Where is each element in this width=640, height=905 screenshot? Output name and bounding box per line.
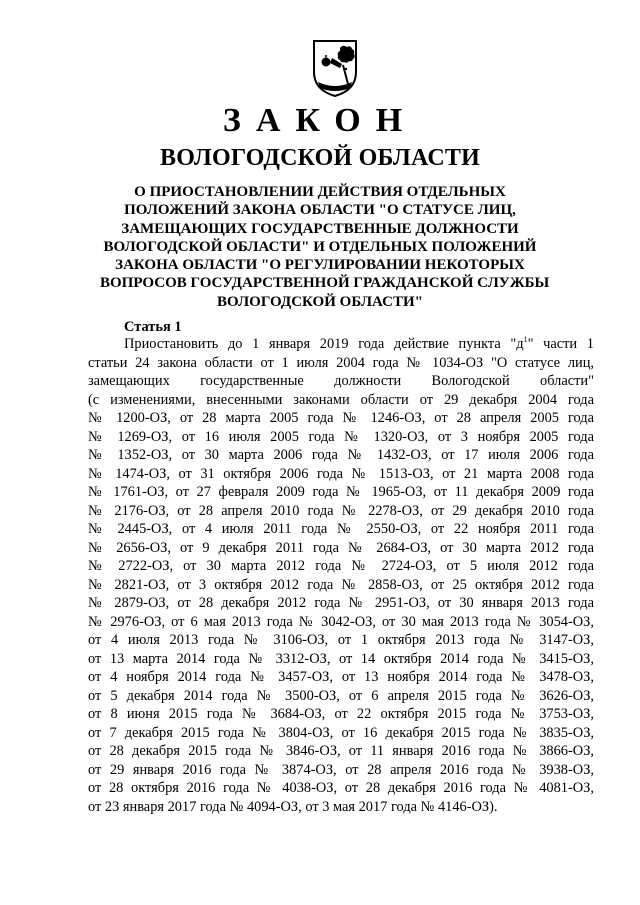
law-title-line: ВОЛОГОДСКОЙ ОБЛАСТИ" И ОТДЕЛЬНЫХ ПОЛОЖЕНИЙ [103, 238, 537, 255]
law-title-line: ЗАКОНА ОБЛАСТИ "О РЕГУЛИРОВАНИИ НЕКОТОРЫХ [115, 257, 525, 274]
body-line: № 2821-ОЗ, от 3 октября 2012 года № 2858-ОЗ, от 25 октября 2012 года [88, 576, 594, 593]
law-title-line: ВОЛОГОДСКОЙ ОБЛАСТИ" [217, 293, 423, 310]
law-title-line: ВОПРОСОВ ГОСУДАРСТВЕННОЙ ГРАЖДАНСКОЙ СЛУЖБЫ [100, 275, 550, 292]
body-line: от 23 января 2017 года № 4094-ОЗ, от 3 мая 2017 года № 4146-ОЗ). [88, 798, 498, 815]
body-line: № 2879-ОЗ, от 28 декабря 2012 года № 2951-ОЗ, от 30 января 2013 года [88, 595, 594, 611]
law-title [100, 183, 550, 311]
body-line: № 2176-ОЗ, от 28 апреля 2010 года № 2278-ОЗ, от 29 декабря 2010 года [88, 502, 594, 519]
body-line: от 7 декабря 2015 года № 3804-ОЗ, от 16 декабря 2015 года № 3835-ОЗ, [88, 724, 594, 741]
body-line: от 5 декабря 2014 года № 3500-ОЗ, от 6 апреля 2015 года № 3626-ОЗ, [88, 687, 594, 704]
body-line: статьи 24 закона области от 1 июля 2004 года № 1034-ОЗ "О статусе лиц, [88, 354, 594, 371]
body-line: от 13 марта 2014 года № 3312-ОЗ, от 14 октября 2014 года № 3415-ОЗ, [88, 650, 594, 667]
body-line: от 4 ноября 2014 года № 3457-ОЗ, от 13 ноября 2014 года № 3478-ОЗ, [88, 669, 594, 685]
body-line: № 1474-ОЗ, от 31 октября 2006 года № 1513-ОЗ, от 21 марта 2008 года [88, 465, 594, 482]
body-line: № 1200-ОЗ, от 28 марта 2005 года № 1246-ОЗ, от 28 апреля 2005 года [88, 410, 594, 426]
body-text-fragment: Приостановить до 1 января 2019 года действие пункта "д [124, 336, 524, 352]
body-line: от 29 января 2016 года № 3874-ОЗ, от 28 апреля 2016 года № 3938-ОЗ, [88, 761, 594, 778]
body-line: № 1269-ОЗ, от 16 июля 2005 года № 1320-ОЗ, от 3 ноября 2005 года [88, 428, 594, 445]
law-title-line: ЗАМЕЩАЮЩИХ ГОСУДАРСТВЕННЫЕ ДОЛЖНОСТИ [121, 220, 519, 237]
article-body [88, 335, 594, 816]
body-text-fragment: " части 1 [527, 336, 594, 352]
law-title-line: О ПРИОСТАНОВЛЕНИИ ДЕЙСТВИЯ ОТДЕЛЬНЫХ [134, 184, 506, 200]
body-line: № 2656-ОЗ, от 9 декабря 2011 года № 2684-ОЗ, от 30 марта 2012 года [88, 539, 594, 556]
body-line: № 2976-ОЗ, от 6 мая 2013 года № 3042-ОЗ, от 30 мая 2013 года № 3054-ОЗ, [88, 613, 594, 630]
coat-of-arms-icon [310, 38, 360, 98]
region-heading: ВОЛОГОДСКОЙ ОБЛАСТИ [160, 145, 480, 171]
superscript: 1 [523, 335, 528, 345]
body-line: № 2722-ОЗ, от 30 марта 2012 года № 2724-ОЗ, от 5 июля 2012 года [88, 558, 594, 574]
body-line: от 28 октября 2016 года № 4038-ОЗ, от 28 декабря 2016 года № 4081-ОЗ, [88, 780, 594, 796]
body-line: № 1352-ОЗ, от 30 марта 2006 года № 1432-ОЗ, от 17 июля 2006 года [88, 447, 594, 463]
body-line: от 8 июня 2015 года № 3684-ОЗ, от 22 октября 2015 года № 3753-ОЗ, [88, 706, 594, 722]
body-line: от 28 декабря 2015 года № 3846-ОЗ, от 11 января 2016 года № 3866-ОЗ, [88, 743, 594, 759]
body-line: от 4 июля 2013 года № 3106-ОЗ, от 1 октября 2013 года № 3147-ОЗ, [88, 632, 594, 648]
law-heading: ЗАКОН [222, 102, 418, 139]
body-line: замещающих государственные должности Вологодской области" [88, 373, 594, 389]
body-line [88, 335, 594, 354]
body-line: (с изменениями, внесенными законами области от 29 декабря 2004 года [88, 391, 594, 408]
body-line: № 1761-ОЗ, от 27 февраля 2009 года № 1965-ОЗ, от 11 декабря 2009 года [88, 484, 594, 500]
article-heading: Статья 1 [124, 319, 182, 335]
body-line: № 2445-ОЗ, от 4 июля 2011 года № 2550-ОЗ, от 22 ноября 2011 года [88, 521, 594, 537]
law-title-line: ПОЛОЖЕНИЙ ЗАКОНА ОБЛАСТИ "О СТАТУСЕ ЛИЦ, [124, 202, 516, 219]
